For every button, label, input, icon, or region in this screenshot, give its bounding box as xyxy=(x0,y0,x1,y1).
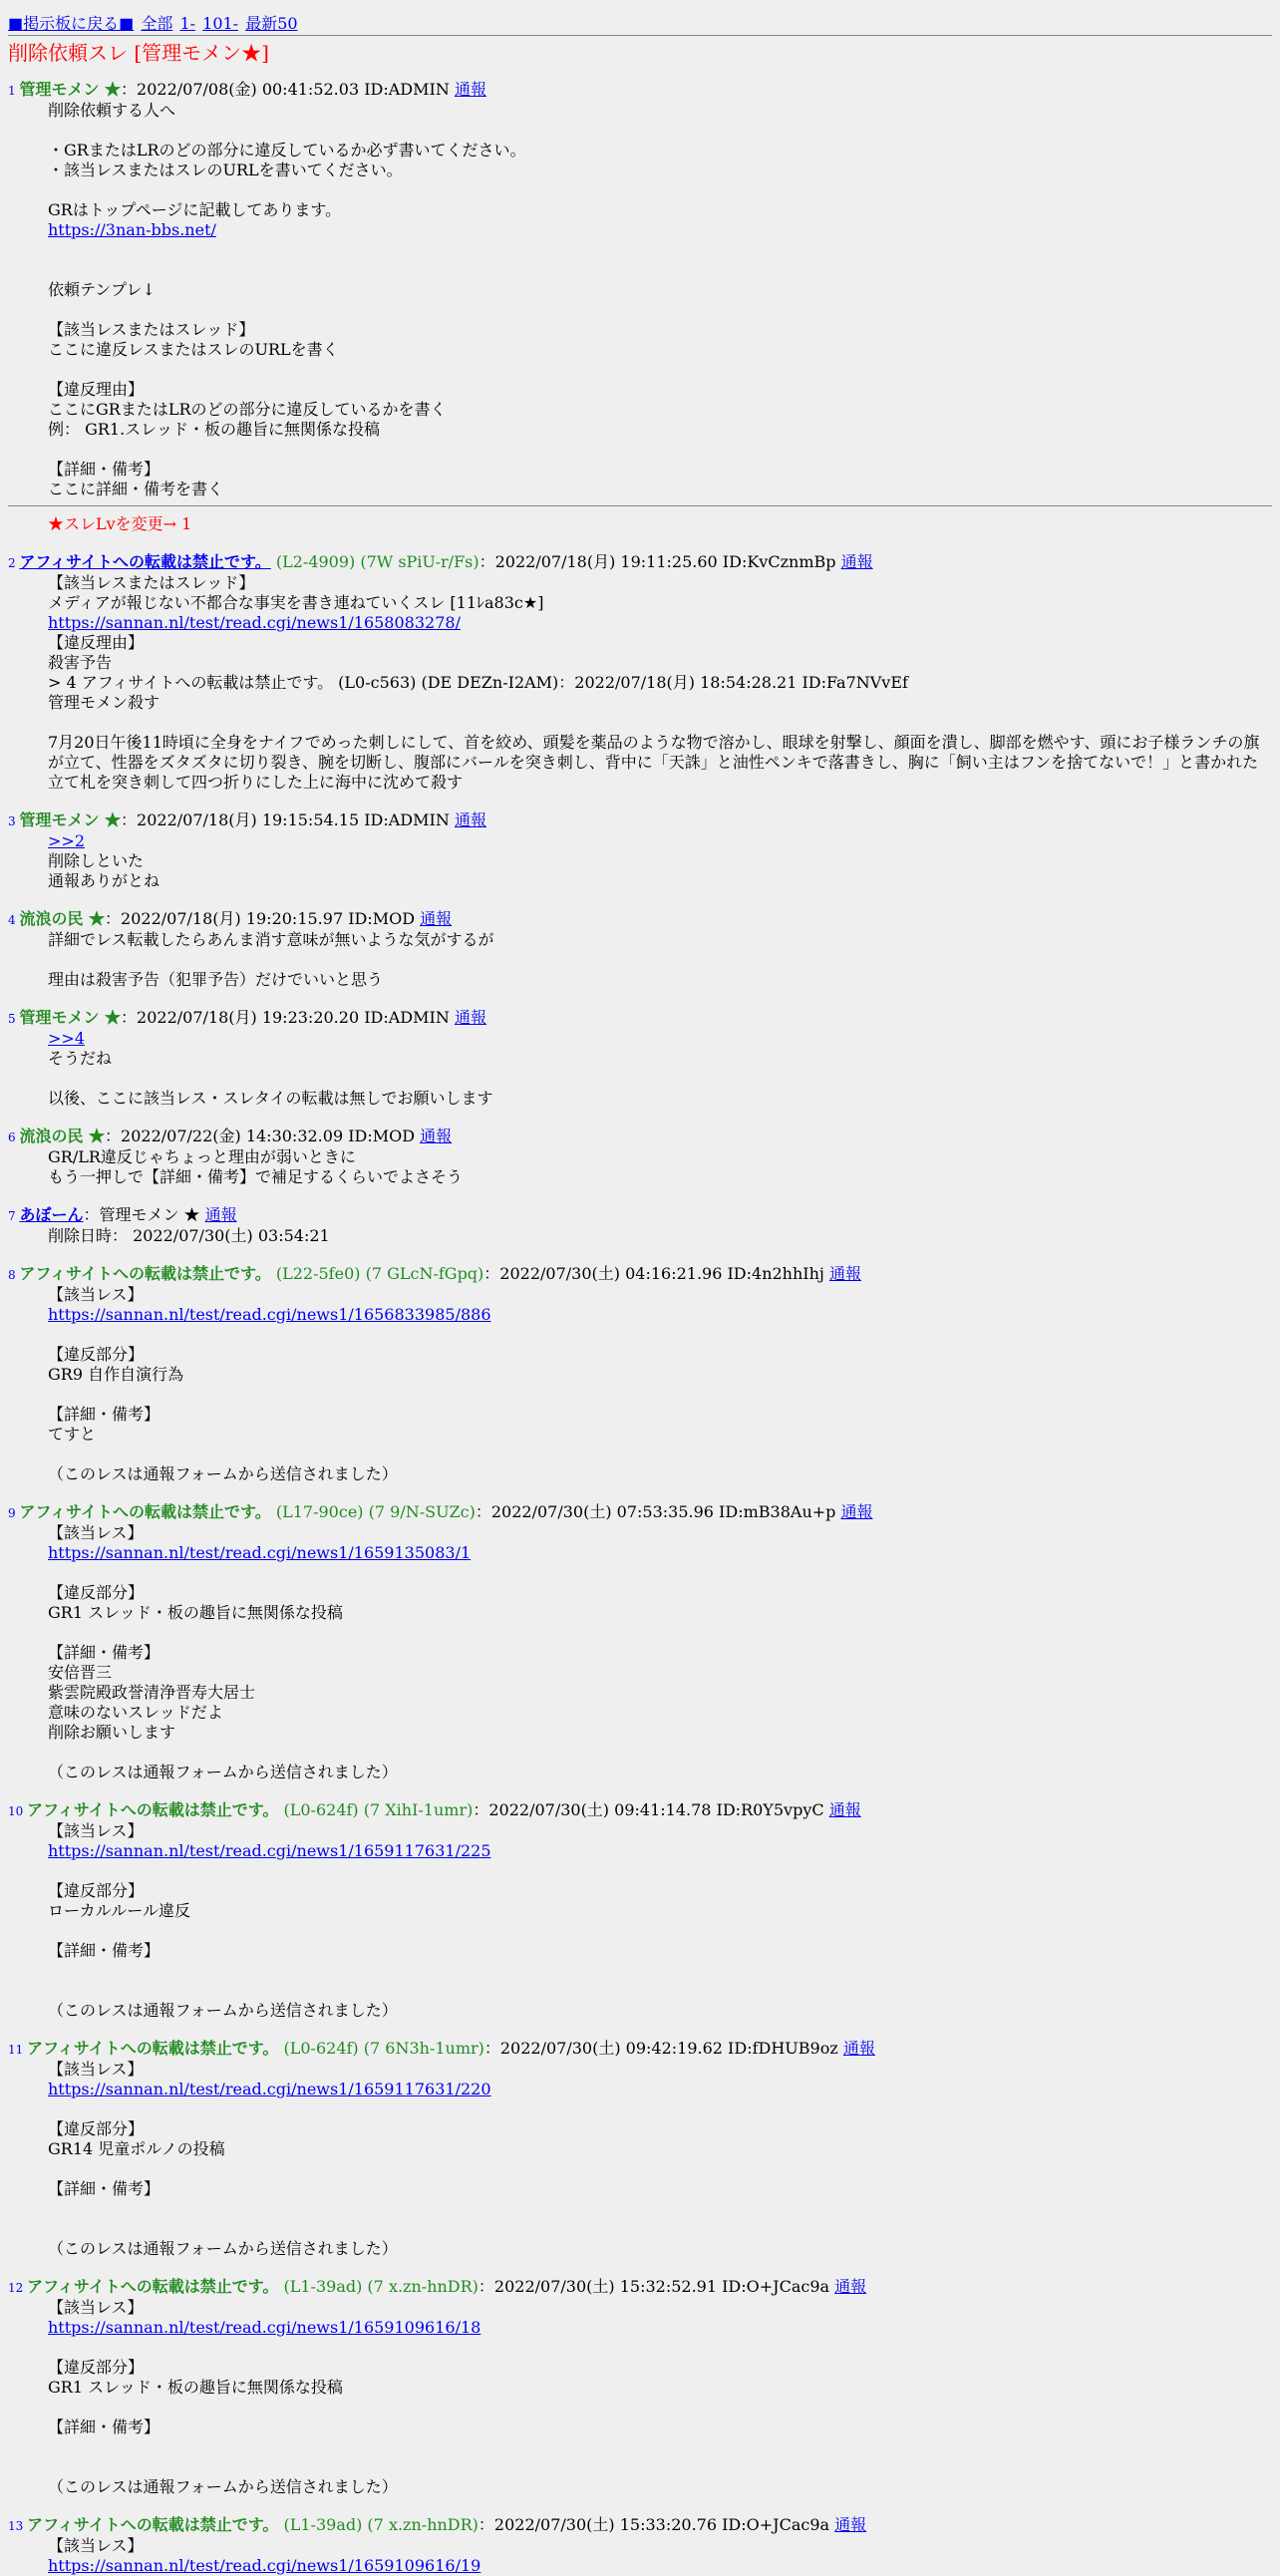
post-number[interactable]: 11 xyxy=(8,2043,28,2057)
poster-trip: (L0-624f) (7 XihI-1umr) xyxy=(278,1800,474,1819)
post-line: ここにGRまたはLRのどの部分に違反しているかを書く xyxy=(48,400,447,419)
post-line xyxy=(48,1841,1272,1861)
post-line: （このレスは通報フォームから送信されました） xyxy=(48,1763,398,1781)
post-line xyxy=(48,180,1272,200)
post xyxy=(8,1008,1272,1109)
post xyxy=(8,1264,1272,1484)
post-header xyxy=(8,2277,1272,2298)
post-line xyxy=(48,240,1272,260)
post-line: GR1 スレッド・板の趣旨に無関係な投稿 xyxy=(48,1603,343,1622)
post-line xyxy=(48,1623,1272,1643)
poster-trip: (L22-5fe0) (7 GLcN-fGpq) xyxy=(270,1264,484,1283)
report-link[interactable]: 通報 xyxy=(828,1264,861,1283)
post-line: もう一押しで【詳細・備考】で補足するくらいでよさそう xyxy=(48,1167,464,1186)
report-link[interactable]: 通報 xyxy=(840,552,873,571)
poster-trip: (L17-90ce) (7 9/N-SUZc) xyxy=(270,1502,476,1521)
post-number[interactable]: 6 xyxy=(8,1130,20,1144)
post-line: てすと xyxy=(48,1425,97,1444)
post-line xyxy=(48,2437,1272,2457)
post-line xyxy=(48,831,1272,851)
post-line: 詳細でレス転載したらあんま消す意味が無いような気がするが xyxy=(48,930,494,949)
post-body xyxy=(48,1029,1272,1109)
post-line: 例： GR1.スレッド・板の趣旨に無関係な投稿 xyxy=(48,420,381,439)
post-line xyxy=(48,300,1272,320)
post-line xyxy=(48,260,1272,280)
post-line: メディアが報じない不都合な事実を書き連ねていくスレ [11ﾚa83c★] xyxy=(48,593,544,612)
report-link[interactable]: 通報 xyxy=(204,1205,237,1224)
post-line: 【詳細・備考】 xyxy=(48,1643,160,1662)
post-body xyxy=(48,1226,1272,1246)
reply-anchor-link[interactable]: >>2 xyxy=(48,831,85,850)
post-header xyxy=(8,1127,1272,1147)
post-line: 【違反部分】 xyxy=(48,2358,145,2377)
post-line: 【違反理由】 xyxy=(48,380,145,399)
post-line xyxy=(48,1543,1272,1563)
post-line xyxy=(48,1563,1272,1583)
post xyxy=(8,810,1272,891)
post-line: 【該当レス】 xyxy=(48,2536,144,2555)
post-header xyxy=(8,552,1272,573)
post-line: 【違反部分】 xyxy=(48,2119,145,2138)
post-header xyxy=(8,1008,1272,1029)
post-header xyxy=(8,810,1272,831)
post-line: 【詳細・備考】 xyxy=(48,2417,160,2436)
post-line xyxy=(48,121,1272,141)
post-line: GR/LR違反じゃちょっと理由が弱いときに xyxy=(48,1147,356,1166)
poster-name: アフィサイトへの転載は禁止です。 xyxy=(19,1502,271,1521)
post-line xyxy=(48,1029,1272,1049)
post-line: ローカルルール違反 xyxy=(48,1901,190,1920)
post-number[interactable]: 8 xyxy=(8,1268,20,1282)
post-line xyxy=(48,2398,1272,2417)
post-body xyxy=(48,930,1272,990)
url-link[interactable]: https://sannan.nl/test/read.cgi/news1/1659117631/220 xyxy=(48,2080,491,2098)
report-link[interactable]: 通報 xyxy=(454,1008,486,1027)
poster-trip: (L0-624f) (7 6N3h-1umr) xyxy=(278,2039,484,2058)
poster-name: アフィサイトへの転載は禁止です。 xyxy=(27,2515,279,2534)
post-header xyxy=(8,1800,1272,1821)
post-line: 【詳細・備考】 xyxy=(48,1941,160,1960)
poster-name-link[interactable]: あぼーん xyxy=(19,1205,84,1224)
poster-name: 流浪の民 ★ xyxy=(19,909,106,928)
post-line xyxy=(48,1743,1272,1763)
post-meta: ：2022/07/18(月) 19:20:15.97 ID:MOD xyxy=(105,909,421,928)
post-number[interactable]: 10 xyxy=(8,1804,28,1818)
post-line xyxy=(48,2457,1272,2477)
show-101-link[interactable]: 101- xyxy=(202,14,239,33)
post-meta: ：2022/07/30(土) 15:32:52.91 ID:O+JCac9a xyxy=(478,2277,835,2296)
poster-name: アフィサイトへの転載は禁止です。 xyxy=(27,1800,279,1819)
url-link[interactable]: https://sannan.nl/test/read.cgi/news1/1658083278/ xyxy=(48,613,461,632)
post-line xyxy=(48,1981,1272,2001)
report-link[interactable]: 通報 xyxy=(454,810,486,829)
post-line: 殺害予告 xyxy=(48,653,113,672)
post-body xyxy=(48,573,1272,793)
report-link[interactable]: 通報 xyxy=(420,909,453,928)
post-line xyxy=(48,1325,1272,1345)
post-line: 【違反部分】 xyxy=(48,1881,145,1900)
post-line xyxy=(48,1305,1272,1325)
post xyxy=(8,1800,1272,2021)
poster-name: 管理モメン ★ xyxy=(19,80,122,99)
report-link[interactable]: 通報 xyxy=(834,2515,867,2534)
post-line xyxy=(48,950,1272,970)
post-line: 管理モメン殺す xyxy=(48,693,160,712)
post-header xyxy=(8,2515,1272,2536)
post-number[interactable]: 2 xyxy=(8,556,20,570)
poster-name: アフィサイトへの転載は禁止です。 xyxy=(27,2277,279,2296)
post-line xyxy=(48,2318,1272,2338)
post-line: GR14 児童ポルノの投稿 xyxy=(48,2139,225,2158)
post-line: > 4 アフィサイトへの転載は禁止です。 (L0-c563) (DE DEZn-I2AM)：2022/07/18(月) 18:54:28.21 ID:Fa7NVvEf xyxy=(48,673,908,692)
post-line xyxy=(48,2556,1272,2576)
post-meta: ：2022/07/18(月) 19:15:54.15 ID:ADMIN xyxy=(121,810,455,829)
url-link[interactable]: https://sannan.nl/test/read.cgi/news1/1659135083/1 xyxy=(48,1543,472,1562)
show-latest-50-link[interactable]: 最新50 xyxy=(245,14,298,33)
post-line xyxy=(48,440,1272,460)
post-body xyxy=(48,1285,1272,1484)
post-line: 【違反部分】 xyxy=(48,1583,145,1602)
post-line: 削除日時： 2022/07/30(土) 03:54:21 xyxy=(48,1226,330,1245)
post xyxy=(8,2039,1272,2259)
post-header xyxy=(8,1264,1272,1285)
post-number[interactable]: 12 xyxy=(8,2281,28,2295)
post-header xyxy=(8,1502,1272,1523)
post-line: 【詳細・備考】 xyxy=(48,460,160,479)
post-line: 【詳細・備考】 xyxy=(48,2179,160,2198)
post-number[interactable]: 13 xyxy=(8,2519,28,2533)
post-line: 【該当レス】 xyxy=(48,1821,144,1840)
post-line: 【該当レス】 xyxy=(48,2298,144,2317)
post-line: 通報ありがとね xyxy=(48,871,160,890)
post-line: 紫雲院殿政誉清浄晋寿大居士 xyxy=(48,1683,256,1702)
post-line: ・該当レスまたはスレのURLを書いてください。 xyxy=(48,161,403,179)
post-line: ここに違反レスまたはスレのURLを書く xyxy=(48,340,339,359)
post-meta: ：2022/07/22(金) 14:30:32.09 ID:MOD xyxy=(105,1127,421,1145)
post-line: 理由は殺害予告（犯罪予告）だけでいいと思う xyxy=(48,970,384,989)
poster-name: アフィサイトへの転載は禁止です。 xyxy=(19,1264,271,1283)
post-line: 【該当レスまたはスレッド】 xyxy=(48,320,255,339)
post-line xyxy=(48,2199,1272,2219)
post-number[interactable]: 7 xyxy=(8,1209,20,1223)
poster-name: 管理モメン ★ xyxy=(19,810,122,829)
nav-divider xyxy=(8,35,1272,36)
post-number[interactable]: 4 xyxy=(8,913,20,927)
report-link[interactable]: 通報 xyxy=(842,2039,875,2058)
thread-level-link[interactable]: ★スレLvを変更→ 1 xyxy=(48,514,192,533)
post-line: 7月20日午後11時頃に全身をナイフでめった刺しにして、首を絞め、頭髪を薬品のような物で溶かし、眼球を射撃し、顔面を潰し、脚部を燃やす、頭にお子様ランチの旗が立て、性器をズタズタに切り裂き、腕を切断し、腹部にバールを突き刺し、背中に「天誅」と油性ペンキで落書きし、胸に「飼い主はフンを捨てないで！」と書かれた立て札を突き刺して四つ折りにした上に海中に沈めて殺す xyxy=(48,733,1260,792)
post-line xyxy=(48,1445,1272,1464)
post-line: 削除お願いします xyxy=(48,1723,176,1742)
post xyxy=(8,2277,1272,2497)
post-body xyxy=(48,2298,1272,2497)
post-line: （このレスは通報フォームから送信されました） xyxy=(48,2239,398,2258)
post-line: そうだね xyxy=(48,1049,113,1068)
top-nav xyxy=(8,14,1272,34)
post-header xyxy=(8,909,1272,930)
post-meta: ：2022/07/08(金) 00:41:52.03 ID:ADMIN xyxy=(121,80,455,99)
post-line: （このレスは通報フォームから送信されました） xyxy=(48,2001,398,2020)
post-divider xyxy=(8,505,1272,506)
post-line: 【詳細・備考】 xyxy=(48,1405,160,1424)
report-link[interactable]: 通報 xyxy=(828,1800,861,1819)
post-line: 【該当レス】 xyxy=(48,1285,144,1304)
report-link[interactable]: 通報 xyxy=(834,2277,867,2296)
post-line: 【違反部分】 xyxy=(48,1345,145,1364)
post-line: 依頼テンプレ↓ xyxy=(48,280,156,299)
url-link[interactable]: https://sannan.nl/test/read.cgi/news1/1656833985/886 xyxy=(48,1305,491,1324)
post-header xyxy=(8,1205,1272,1226)
post-line xyxy=(48,2099,1272,2119)
post-body xyxy=(48,2060,1272,2259)
post-header xyxy=(8,2039,1272,2060)
post-meta: ：2022/07/18(月) 19:23:20.20 ID:ADMIN xyxy=(121,1008,455,1027)
post-number[interactable]: 3 xyxy=(8,814,20,828)
post-line xyxy=(48,1385,1272,1405)
post xyxy=(8,1127,1272,1187)
post-line: GR1 スレッド・板の趣旨に無関係な投稿 xyxy=(48,2378,343,2397)
post-line xyxy=(48,360,1272,380)
post-body xyxy=(48,1821,1272,2021)
post-line: GRはトップページに記載してあります。 xyxy=(48,200,342,219)
poster-name: 管理モメン ★ xyxy=(19,1008,122,1027)
post-line: 【違反理由】 xyxy=(48,633,145,652)
post-line: GR9 自作自演行為 xyxy=(48,1365,184,1384)
poster-trip: (L1-39ad) (7 x.zn-hnDR) xyxy=(278,2277,479,2296)
report-link[interactable]: 通報 xyxy=(420,1127,453,1145)
post-line xyxy=(48,1861,1272,1881)
report-link[interactable]: 通報 xyxy=(454,80,486,99)
post-meta: ：2022/07/30(土) 09:42:19.62 ID:fDHUB9oz xyxy=(483,2039,843,2058)
post-line: ・GRまたはLRのどの部分に違反しているか必ず書いてください。 xyxy=(48,141,526,160)
url-link[interactable]: https://sannan.nl/test/read.cgi/news1/1659109616/19 xyxy=(48,2556,481,2575)
post xyxy=(8,1205,1272,1246)
poster-trip: (L1-39ad) (7 x.zn-hnDR) xyxy=(278,2515,479,2534)
post-number[interactable]: 9 xyxy=(8,1506,20,1520)
post xyxy=(8,80,1272,534)
post-line: 意味のないスレッドだよ xyxy=(48,1703,223,1722)
post-line: 安倍晋三 xyxy=(48,1663,113,1682)
post-meta: ：2022/07/30(土) 09:41:14.78 ID:R0Y5vpyC xyxy=(473,1800,829,1819)
post-line xyxy=(48,2338,1272,2358)
post-line: 【該当レス】 xyxy=(48,1523,144,1542)
report-link[interactable]: 通報 xyxy=(840,1502,873,1521)
url-link[interactable]: https://sannan.nl/test/read.cgi/news1/1659117631/225 xyxy=(48,1841,491,1860)
post-body xyxy=(48,831,1272,891)
show-all-link[interactable]: 全部 xyxy=(141,14,173,33)
post xyxy=(8,552,1272,793)
post-body xyxy=(48,1147,1272,1187)
post-line xyxy=(48,1069,1272,1089)
post-line xyxy=(48,2080,1272,2099)
post-body xyxy=(48,2536,1272,2576)
poster-name-link[interactable]: アフィサイトへの転載は禁止です。 xyxy=(19,552,271,571)
post-meta: ：管理モメン ★ xyxy=(83,1205,205,1224)
url-link[interactable]: https://3nan-bbs.net/ xyxy=(48,220,216,239)
show-first-100-link[interactable]: 1- xyxy=(179,14,196,33)
post-line xyxy=(48,713,1272,733)
post-line: （このレスは通報フォームから送信されました） xyxy=(48,1464,398,1483)
post xyxy=(8,909,1272,990)
post-line: ここに詳細・備考を書く xyxy=(48,480,224,498)
thread-title: 削除依頼スレ [管理モメン★] xyxy=(8,41,269,65)
post-line: 【該当レスまたはスレッド】 xyxy=(48,573,255,592)
post-line: 【該当レス】 xyxy=(48,2060,144,2079)
post xyxy=(8,2515,1272,2576)
post-line xyxy=(48,613,1272,633)
post-list xyxy=(8,80,1272,2576)
post-line xyxy=(48,1921,1272,1941)
url-link[interactable]: https://sannan.nl/test/read.cgi/news1/1659109616/18 xyxy=(48,2318,481,2337)
poster-name: アフィサイトへの転載は禁止です。 xyxy=(27,2039,279,2058)
post-line xyxy=(48,220,1272,240)
post-number[interactable]: 5 xyxy=(8,1012,20,1026)
post-body xyxy=(48,1523,1272,1782)
post-meta: ：2022/07/18(月) 19:11:25.60 ID:KvCznmBp xyxy=(479,552,841,571)
post-line: 削除依頼する人へ xyxy=(48,101,176,120)
post-meta: ：2022/07/30(土) 04:16:21.96 ID:4n2hhIhj xyxy=(483,1264,829,1283)
post-line xyxy=(48,1961,1272,1981)
poster-trip: (L2-4909) (7W sPiU-r/Fs) xyxy=(270,552,480,571)
post-number[interactable]: 1 xyxy=(8,84,20,98)
post-meta: ：2022/07/30(土) 15:33:20.76 ID:O+JCac9a xyxy=(478,2515,835,2534)
reply-anchor-link[interactable]: >>4 xyxy=(48,1029,85,1048)
post-line: 以後、ここに該当レス・スレタイの転載は無しでお願いします xyxy=(48,1089,493,1108)
post-body xyxy=(48,101,1272,499)
post xyxy=(8,1502,1272,1782)
post-header xyxy=(8,80,1272,101)
back-to-board-link[interactable]: ■掲示板に戻る■ xyxy=(8,14,135,33)
post-line: （このレスは通報フォームから送信されました） xyxy=(48,2477,398,2496)
post-line xyxy=(48,2219,1272,2239)
post-line xyxy=(48,2159,1272,2179)
poster-name: 流浪の民 ★ xyxy=(19,1127,106,1145)
post-meta: ：2022/07/30(土) 07:53:35.96 ID:mB38Au+p xyxy=(475,1502,841,1521)
post-line: 削除しといた xyxy=(48,851,145,870)
